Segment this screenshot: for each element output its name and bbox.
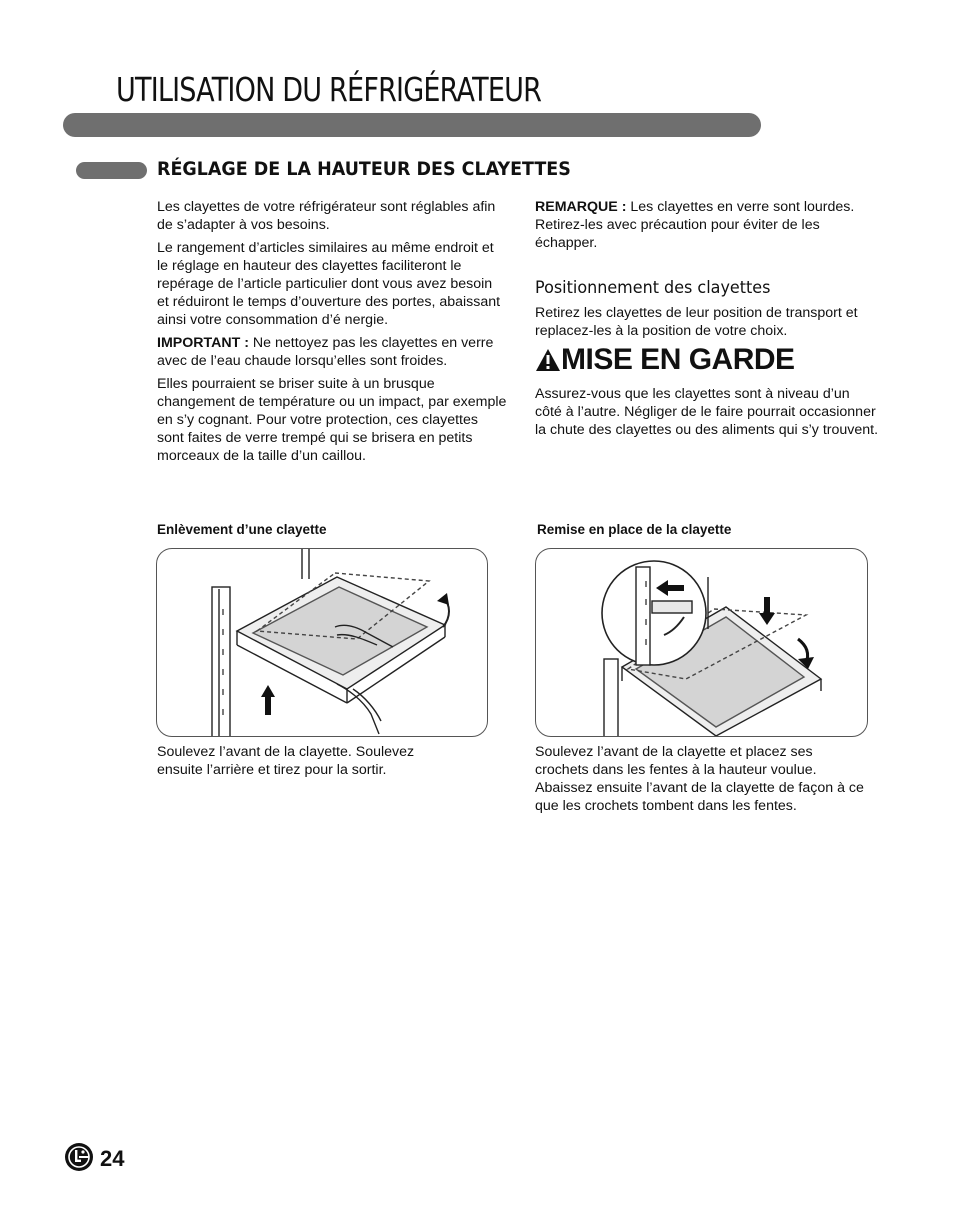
section-heading: RÉGLAGE DE LA HAUTEUR DES CLAYETTES	[157, 158, 571, 180]
figure-shelf-replacement	[535, 548, 868, 737]
caution-heading	[535, 343, 795, 377]
intro-paragraph: Les clayettes de votre réfrigérateur sont réglables afin de s’adapter à vos besoins.	[157, 199, 496, 233]
storage-paragraph: Le rangement d’articles similaires au même endroit et le réglage en hauteur des clayettes faciliteront le repérage de l’article particulier dont vous avez besoin et réduiront le temps d’ouverture des portes, abaissant ainsi votre consommation d’é nergie.	[157, 240, 501, 328]
remark-paragraph	[535, 198, 880, 252]
positioning-paragraph: Retirez les clayettes de leur position de transport et replacez-les à la position de votre choix.	[535, 305, 858, 339]
caption-removal: Soulevez l’avant de la clayette. Soulevez ensuite l’arrière et tirez pour la sortir.	[157, 744, 415, 778]
shelf-removal-illustration	[157, 549, 487, 736]
figure-label-replacement: Remise en place de la clayette	[537, 522, 732, 537]
important-text: Ne nettoyez pas les clayettes en verre avec de l’eau chaude lorsqu’elles sont froides.	[157, 335, 494, 369]
important-label: IMPORTANT :	[157, 335, 249, 351]
caution-block	[535, 385, 880, 439]
warning-triangle-icon	[535, 348, 561, 372]
remark-block	[535, 198, 880, 252]
remark-text: Les clayettes en verre sont lourdes. Retirez-les avec précaution pour éviter de les échapper.	[535, 199, 855, 251]
positioning-block	[535, 304, 880, 340]
caution-title: MISE EN GARDE	[561, 343, 795, 376]
page-number: 24	[100, 1146, 125, 1171]
page-title: UTILISATION DU RÉFRIGÉRATEUR	[116, 70, 542, 109]
title-divider-bar	[63, 113, 761, 137]
caution-paragraph: Assurez-vous que les clayettes sont à niveau d’un côté à l’autre. Négliger de le faire pourrait occasionner la chute des clayettes ou des aliments qui s’y trouvent.	[535, 386, 879, 438]
positioning-subheading: Positionnement des clayettes	[535, 278, 771, 298]
important-paragraph	[157, 334, 507, 370]
caption-replacement: Soulevez l’avant de la clayette et placez ses crochets dans les fentes à la hauteur voulue. Abaissez ensuite l’avant de la clayette de façon à ce que les crochets tombent dans les fentes.	[535, 744, 864, 814]
figure-label-removal: Enlèvement d’une clayette	[157, 522, 327, 537]
left-column	[157, 198, 507, 470]
tempered-glass-paragraph: Elles pourraient se briser suite à un brusque changement de température ou un impact, par exemple en s’y cognant. Pour votre protection, ces clayettes sont faites de verre trempé qui se brisera en petits morceaux de la taille d’un caillou.	[157, 376, 507, 464]
shelf-replacement-illustration	[536, 549, 867, 736]
section-marker	[76, 162, 147, 179]
remark-label: REMARQUE :	[535, 199, 627, 215]
lg-logo-icon	[64, 1142, 94, 1172]
figure-shelf-removal	[156, 548, 488, 737]
